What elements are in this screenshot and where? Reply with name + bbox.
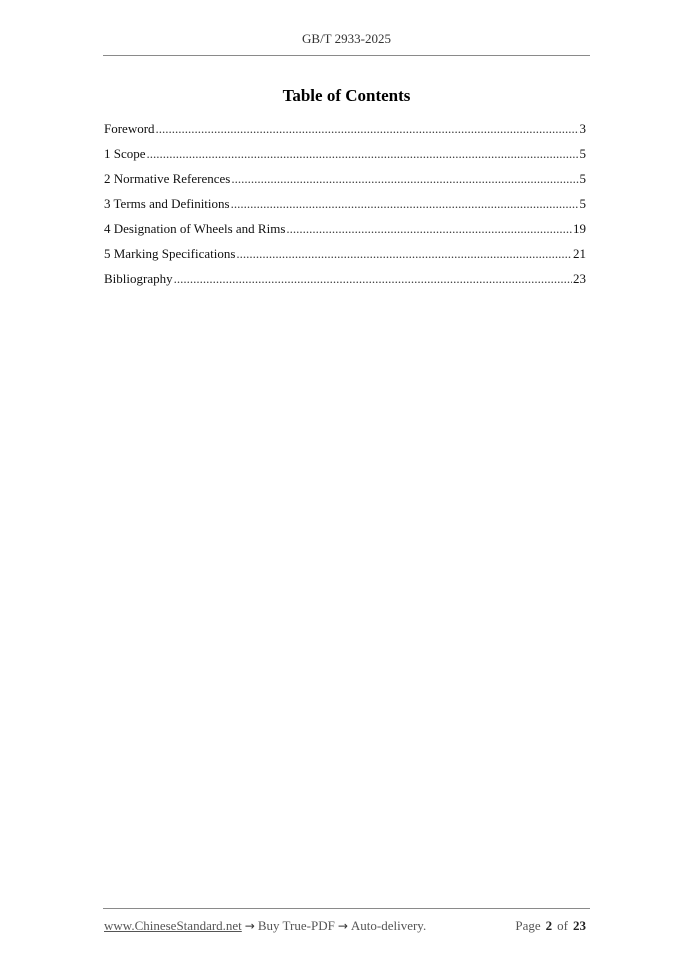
toc-entry-scope[interactable] bbox=[104, 145, 586, 170]
toc-leader-dots bbox=[231, 195, 579, 213]
toc-leader-dots bbox=[231, 170, 578, 188]
of-label: of bbox=[557, 918, 568, 933]
right-arrow-icon: → bbox=[337, 919, 348, 933]
footer-promo bbox=[104, 918, 426, 934]
header-divider bbox=[103, 55, 590, 56]
toc-entry-page: 23 bbox=[573, 271, 586, 286]
toc-entry-page: 5 bbox=[579, 171, 586, 186]
total-pages-number: 23 bbox=[573, 918, 586, 933]
toc-entry-marking-specifications[interactable] bbox=[104, 245, 586, 270]
toc-entry-foreword[interactable] bbox=[104, 120, 586, 145]
toc-entry-page: 19 bbox=[573, 221, 586, 236]
page-footer bbox=[104, 918, 586, 934]
toc-entry-label: 1 Scope bbox=[104, 146, 146, 161]
toc-entry-page: 3 bbox=[579, 121, 586, 136]
toc-leader-dots bbox=[147, 145, 579, 163]
toc-entry-page: 5 bbox=[579, 196, 586, 211]
toc-entry-label: 4 Designation of Wheels and Rims bbox=[104, 221, 286, 236]
toc-entry-label: 5 Marking Specifications bbox=[104, 246, 236, 261]
toc-entry-terms-and-definitions[interactable] bbox=[104, 195, 586, 220]
current-page-number: 2 bbox=[545, 918, 553, 933]
toc-entry-label: 3 Terms and Definitions bbox=[104, 196, 230, 211]
toc-entry-label: Bibliography bbox=[104, 271, 173, 286]
page-indicator bbox=[515, 918, 586, 934]
page-label: Page bbox=[515, 918, 541, 933]
toc-entry-label: Foreword bbox=[104, 121, 155, 136]
toc-list bbox=[104, 120, 586, 295]
toc-leader-dots bbox=[156, 120, 579, 138]
toc-entry-normative-references[interactable] bbox=[104, 170, 586, 195]
toc-entry-label: 2 Normative References bbox=[104, 171, 231, 186]
toc-entry-designation-of-wheels[interactable] bbox=[104, 220, 586, 245]
toc-entry-page: 21 bbox=[573, 246, 586, 261]
buy-true-pdf-text: Buy True-PDF bbox=[257, 918, 335, 933]
right-arrow-icon: → bbox=[244, 919, 255, 933]
toc-leader-dots bbox=[236, 245, 572, 263]
site-link[interactable]: www.ChineseStandard.net bbox=[104, 918, 242, 933]
toc-title: Table of Contents bbox=[282, 86, 411, 105]
footer-divider bbox=[103, 908, 590, 909]
toc-leader-dots bbox=[174, 270, 572, 288]
toc-entry-page: 5 bbox=[579, 146, 586, 161]
running-header: GB/T 2933-2025 bbox=[302, 31, 391, 46]
toc-leader-dots bbox=[286, 220, 572, 238]
auto-delivery-text: Auto-delivery. bbox=[350, 918, 427, 933]
toc-entry-bibliography[interactable] bbox=[104, 270, 586, 295]
